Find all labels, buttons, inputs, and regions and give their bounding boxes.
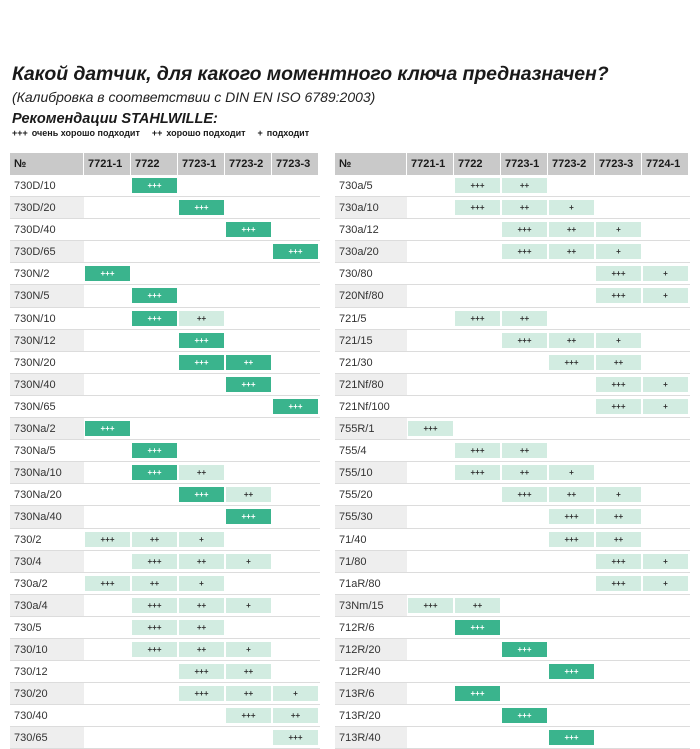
row-label: 71/40: [339, 533, 367, 546]
rating-mark: +++: [502, 244, 547, 259]
table-row: [335, 661, 690, 683]
rating-mark: +++: [596, 288, 641, 303]
row-label: 730/12: [14, 666, 48, 679]
rating-mark: +: [226, 598, 271, 613]
table-row: [335, 484, 690, 506]
rating-mark: +++: [85, 421, 130, 436]
row-label: 721Nf/100: [339, 400, 390, 413]
column-header: 7723-1: [178, 153, 225, 175]
rating-mark: +: [596, 333, 641, 348]
rating-mark: +++: [132, 465, 177, 480]
rating-mark: +++: [85, 576, 130, 591]
table-row: [335, 705, 690, 727]
rating-mark: ++: [179, 311, 224, 326]
rating-mark: +++: [502, 487, 547, 502]
rating-mark: +++: [132, 288, 177, 303]
table-row: [10, 462, 320, 484]
rating-mark: ++: [226, 487, 271, 502]
column-header-number: №: [335, 153, 407, 175]
row-label: 730N/5: [10, 285, 84, 307]
rating-mark: +++: [226, 509, 271, 524]
rating-mark: +++: [549, 664, 594, 679]
rating-mark: +++: [596, 266, 641, 281]
table-row: [335, 506, 690, 528]
table-row: [10, 263, 320, 285]
rating-mark: +: [179, 532, 224, 547]
table-row: [335, 551, 690, 573]
column-header: 7723-3: [272, 153, 319, 175]
row-label: 712R/40: [339, 666, 381, 679]
row-label: 730/2: [14, 533, 42, 546]
table-row: [10, 573, 320, 595]
rating-mark: ++: [132, 532, 177, 547]
row-label: 721/5: [339, 312, 367, 325]
rating-mark: +: [643, 554, 688, 569]
table-row: [10, 506, 320, 528]
rating-mark: +++: [85, 532, 130, 547]
column-header: 7721-1: [84, 153, 131, 175]
rating-mark: ++: [549, 333, 594, 348]
row-label: 730/4: [10, 551, 84, 573]
row-label: 721/30: [339, 356, 373, 369]
legend-item: ++ хорошо подходит: [151, 128, 246, 138]
rating-mark: ++: [273, 708, 318, 723]
table-row: [10, 175, 320, 197]
right-compatibility-table: [335, 153, 690, 749]
rating-mark: +++: [596, 554, 641, 569]
table-row: [10, 551, 320, 573]
rating-mark: ++: [179, 642, 224, 657]
table-row: [335, 440, 690, 462]
table-row: [335, 197, 690, 219]
table-row: [10, 396, 320, 418]
rating-mark: ++: [502, 465, 547, 480]
table-row: [335, 595, 690, 617]
page-subtitle: (Калибровка в соответствии с DIN EN ISO 6789:2003): [12, 89, 376, 105]
row-label: 730Na/2: [10, 418, 84, 440]
rating-mark: +++: [226, 377, 271, 392]
row-label: 730N/12: [10, 330, 84, 352]
legend-item: + подходит: [257, 128, 310, 138]
recommendation-heading: Рекомендации STAHLWILLE:: [12, 111, 218, 127]
rating-mark: +++: [455, 443, 500, 458]
column-header: 7724-1: [642, 153, 689, 175]
rating-mark: ++: [226, 355, 271, 370]
rating-mark: +: [549, 465, 594, 480]
table-row: [10, 727, 320, 749]
rating-mark: +++: [179, 333, 224, 348]
rating-mark: +++: [408, 421, 453, 436]
rating-mark: ++: [179, 465, 224, 480]
row-label: 712R/6: [339, 621, 375, 634]
table-row: [10, 617, 320, 639]
row-label: 730Na/40: [10, 506, 84, 528]
row-label: 730/20: [10, 683, 84, 705]
rating-mark: ++: [596, 532, 641, 547]
rating-mark: +++: [455, 200, 500, 215]
row-label: 730a/4: [10, 595, 84, 617]
row-label: 755/4: [339, 445, 367, 458]
rating-mark: +++: [132, 178, 177, 193]
row-label: 712R/20: [335, 639, 407, 661]
rating-mark: +: [596, 487, 641, 502]
row-label: 730N/40: [10, 374, 84, 396]
table-row: [10, 285, 320, 307]
rating-mark: +++: [179, 355, 224, 370]
row-label: 721/15: [335, 330, 407, 352]
legend: [12, 128, 309, 138]
row-label: 730a/5: [339, 180, 373, 192]
rating-mark: ++: [596, 355, 641, 370]
rating-mark: +: [643, 399, 688, 414]
row-label: 730a/10: [335, 197, 407, 219]
row-label: 713R/20: [339, 710, 381, 723]
row-label: 721Nf/80: [335, 374, 407, 396]
table-row: [10, 197, 320, 219]
table-row: [335, 529, 690, 551]
row-label: 730a/2: [14, 577, 48, 590]
rating-mark: +++: [455, 311, 500, 326]
rating-mark: +++: [85, 266, 130, 281]
rating-mark: +++: [549, 532, 594, 547]
rating-mark: +++: [502, 708, 547, 723]
table-row: [335, 396, 690, 418]
table-row: [10, 595, 320, 617]
table-row: [10, 219, 320, 241]
rating-mark: +++: [132, 443, 177, 458]
rating-mark: +++: [549, 509, 594, 524]
column-header: 7721-1: [407, 153, 454, 175]
rating-mark: +: [643, 266, 688, 281]
rating-mark: +++: [179, 200, 224, 215]
rating-mark: ++: [179, 620, 224, 635]
row-label: 730D/10: [14, 180, 56, 192]
rating-mark: +++: [273, 244, 318, 259]
row-label: 730Na/10: [10, 462, 84, 484]
row-label: 755/30: [335, 506, 407, 528]
rating-mark: +++: [226, 222, 271, 237]
rating-mark: +: [549, 200, 594, 215]
table-row: [10, 352, 320, 374]
rating-mark: +: [596, 222, 641, 237]
row-label: 71/80: [335, 551, 407, 573]
rating-mark: +: [596, 244, 641, 259]
rating-mark: ++: [596, 509, 641, 524]
left-compatibility-table: [10, 153, 320, 749]
rating-mark: ++: [179, 554, 224, 569]
column-header-number: №: [10, 153, 84, 175]
table-row: [335, 727, 690, 749]
row-label: 730D/40: [14, 224, 56, 237]
table-row: [10, 639, 320, 661]
row-label: 730Na/5: [14, 445, 56, 458]
row-label: 730a/20: [335, 241, 407, 263]
row-label: 730/10: [10, 639, 84, 661]
legend-item: +++ очень хорошо подходит: [12, 128, 140, 138]
rating-mark: ++: [549, 244, 594, 259]
row-label: 730N/2: [14, 268, 50, 281]
column-header: 7723-2: [548, 153, 595, 175]
rating-mark: +++: [502, 333, 547, 348]
table-row: [335, 617, 690, 639]
rating-mark: +++: [273, 730, 318, 745]
row-label: 755R/1: [335, 418, 407, 440]
rating-mark: +++: [549, 730, 594, 745]
rating-mark: +: [273, 686, 318, 701]
row-label: 713R/40: [335, 727, 407, 749]
rating-mark: ++: [549, 222, 594, 237]
rating-mark: +++: [132, 554, 177, 569]
column-header: 7723-1: [501, 153, 548, 175]
table-row: [335, 639, 690, 661]
rating-mark: +++: [132, 598, 177, 613]
table-row: [335, 219, 690, 241]
rating-mark: +++: [502, 222, 547, 237]
rating-mark: +++: [408, 598, 453, 613]
table-row: [10, 308, 320, 330]
table-row: [335, 285, 690, 307]
rating-mark: +: [643, 377, 688, 392]
row-label: 730N/65: [14, 400, 56, 413]
table-header: [10, 153, 320, 175]
rating-mark: +: [226, 554, 271, 569]
rating-mark: +++: [179, 664, 224, 679]
table-header: [335, 153, 690, 175]
rating-mark: +: [179, 576, 224, 591]
rating-mark: ++: [549, 487, 594, 502]
rating-mark: +++: [132, 311, 177, 326]
table-row: [335, 352, 690, 374]
row-label: 730/65: [10, 727, 84, 749]
row-label: 73Nm/15: [335, 595, 407, 617]
rating-mark: +++: [132, 620, 177, 635]
row-label: 720Nf/80: [335, 285, 407, 307]
rating-mark: ++: [502, 443, 547, 458]
table-row: [335, 418, 690, 440]
table-row: [10, 374, 320, 396]
rating-mark: +++: [596, 576, 641, 591]
table-row: [10, 705, 320, 727]
table-row: [10, 330, 320, 352]
row-label: 730Na/20: [14, 489, 62, 502]
table-row: [10, 683, 320, 705]
rating-mark: ++: [502, 311, 547, 326]
rating-mark: +++: [549, 355, 594, 370]
row-label: 730a/12: [339, 224, 379, 237]
rating-mark: +: [643, 576, 688, 591]
row-label: 730D/65: [10, 241, 84, 263]
rating-mark: +++: [273, 399, 318, 414]
rating-mark: +++: [455, 465, 500, 480]
table-row: [335, 308, 690, 330]
table-row: [10, 661, 320, 683]
rating-mark: +++: [179, 487, 224, 502]
row-label: 713R/6: [335, 683, 407, 705]
rating-mark: ++: [455, 598, 500, 613]
table-row: [10, 418, 320, 440]
table-row: [335, 241, 690, 263]
row-label: 755/20: [339, 489, 373, 502]
rating-mark: +++: [226, 708, 271, 723]
rating-mark: ++: [179, 598, 224, 613]
table-row: [10, 241, 320, 263]
table-row: [10, 440, 320, 462]
column-header: 7722: [131, 153, 178, 175]
row-label: 755/10: [335, 462, 407, 484]
table-row: [335, 175, 690, 197]
page-title: Какой датчик, для какого моментного ключа предназначен?: [12, 63, 609, 85]
rating-mark: ++: [226, 664, 271, 679]
column-header: 7722: [454, 153, 501, 175]
rating-mark: +: [226, 642, 271, 657]
row-label: 730N/10: [14, 312, 56, 325]
rating-mark: +++: [455, 686, 500, 701]
table-row: [10, 529, 320, 551]
table-row: [335, 330, 690, 352]
table-row: [335, 374, 690, 396]
rating-mark: +++: [596, 377, 641, 392]
row-label: 71aR/80: [339, 577, 381, 590]
rating-mark: +++: [132, 642, 177, 657]
rating-mark: +++: [455, 620, 500, 635]
rating-mark: +++: [455, 178, 500, 193]
rating-mark: ++: [226, 686, 271, 701]
rating-mark: +++: [502, 642, 547, 657]
rating-mark: ++: [502, 178, 547, 193]
rating-mark: ++: [132, 576, 177, 591]
rating-mark: +: [643, 288, 688, 303]
table-row: [335, 573, 690, 595]
row-label: 730/5: [14, 621, 42, 634]
row-label: 730D/20: [10, 197, 84, 219]
table-row: [10, 484, 320, 506]
table-row: [335, 263, 690, 285]
table-row: [335, 683, 690, 705]
rating-mark: +++: [596, 399, 641, 414]
row-label: 730/40: [14, 710, 48, 723]
table-row: [335, 462, 690, 484]
rating-mark: +++: [179, 686, 224, 701]
row-label: 730/80: [339, 268, 373, 281]
rating-mark: ++: [502, 200, 547, 215]
column-header: 7723-2: [225, 153, 272, 175]
column-header: 7723-3: [595, 153, 642, 175]
row-label: 730N/20: [14, 356, 56, 369]
